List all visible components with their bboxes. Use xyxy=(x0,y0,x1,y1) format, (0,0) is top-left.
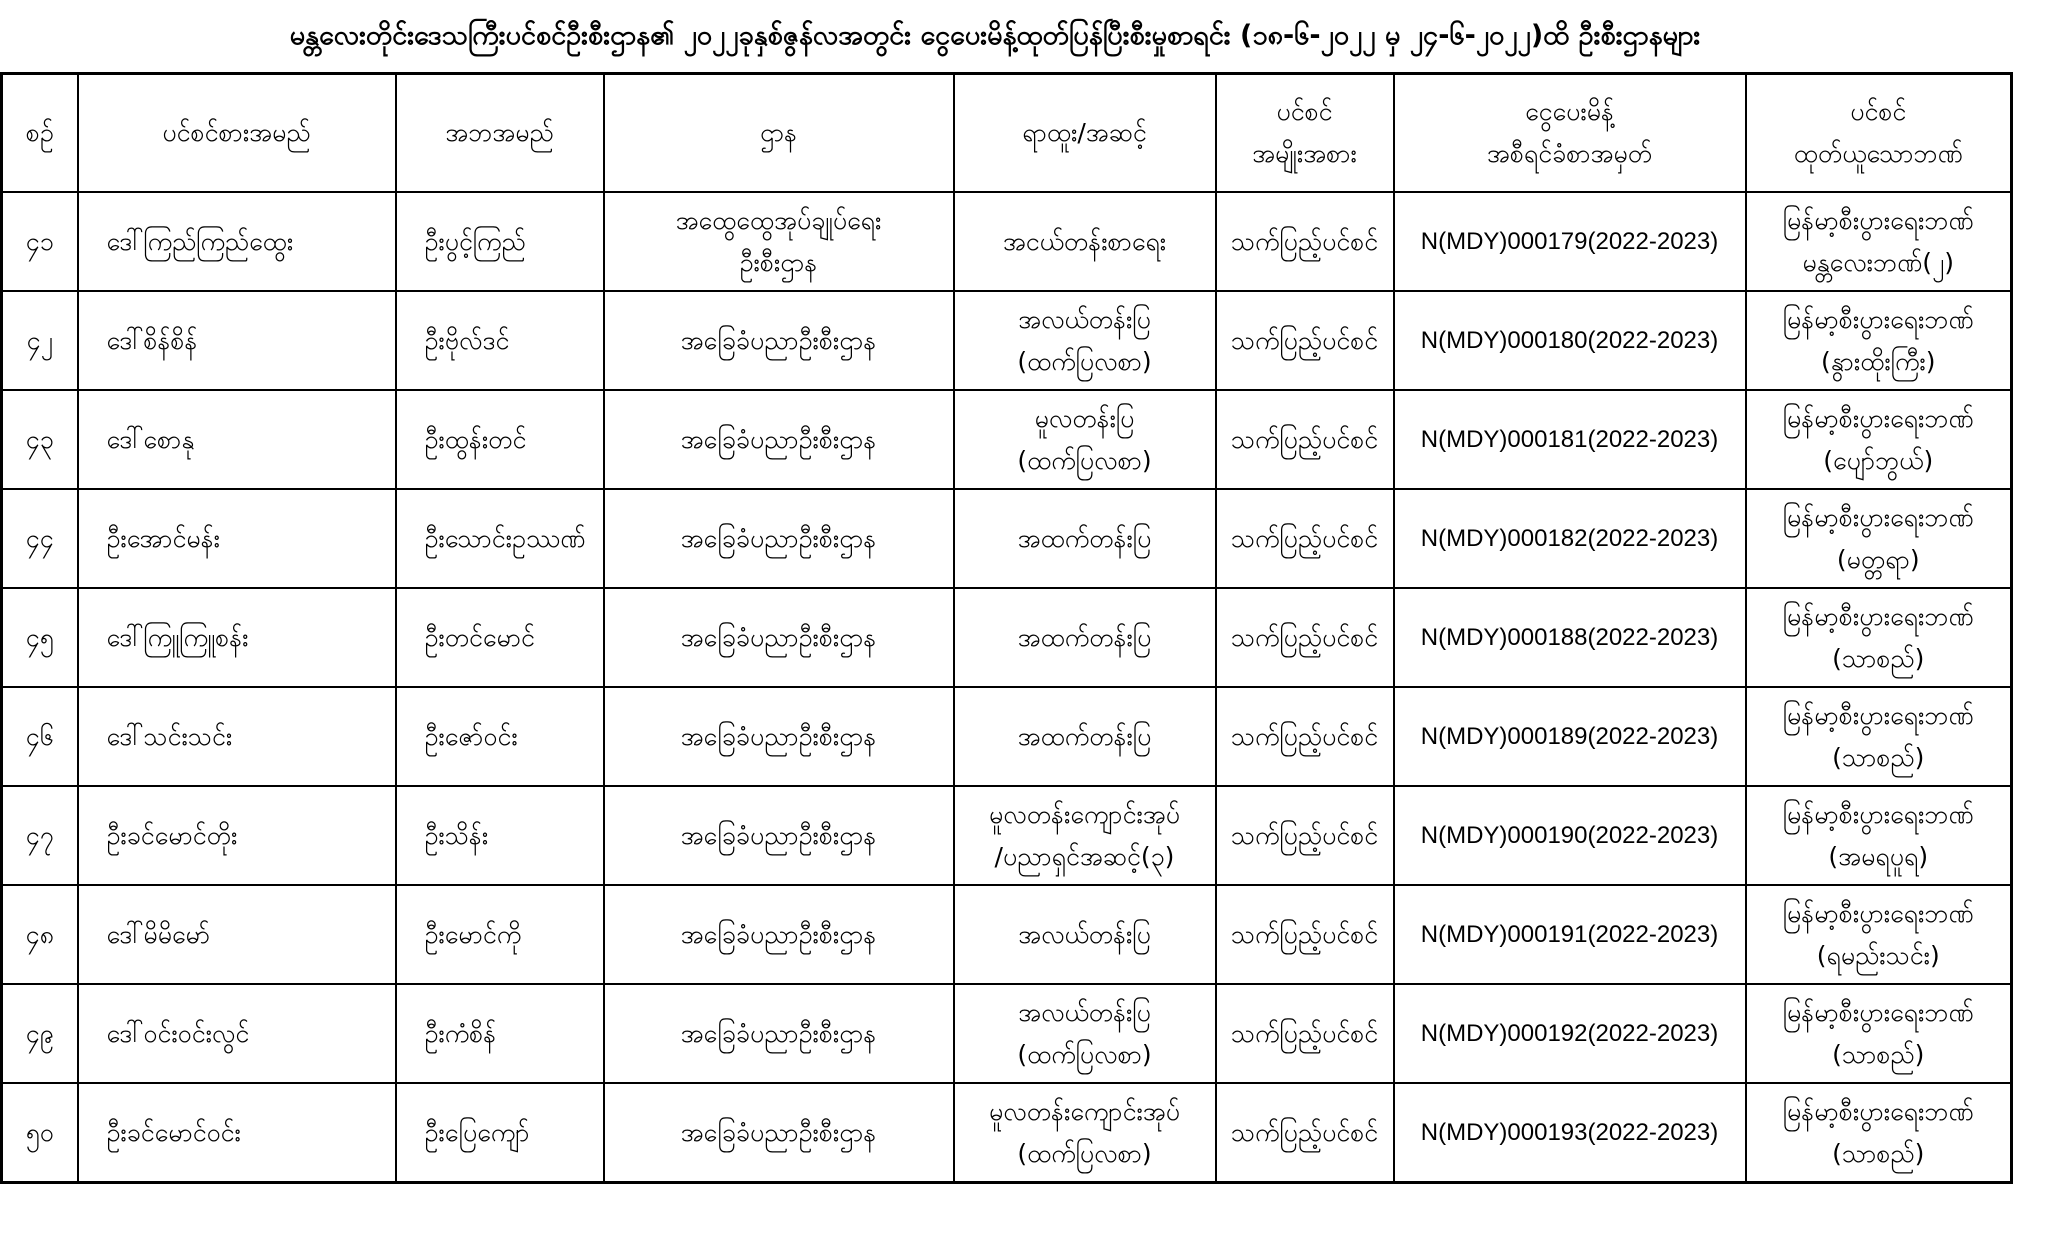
cell-serial: ၄၂ xyxy=(2,291,78,390)
cell-bank xyxy=(1746,588,2012,687)
table-row xyxy=(2,192,2012,291)
cell-rank-line: /ပညာရှင်အဆင့်(၃) xyxy=(994,841,1175,871)
cell-bank-line: မြန်မာ့စီးပွားရေးဘဏ် xyxy=(1782,304,1974,334)
cell-serial: ၄၄ xyxy=(2,489,78,588)
cell-payment-order-no: N(MDY)000180(2022-2023) xyxy=(1394,291,1746,390)
header-father-name xyxy=(396,74,604,193)
cell-pension-type: သက်ပြည့်ပင်စင် xyxy=(1216,786,1394,885)
cell-bank-line: (သာစည်) xyxy=(1832,643,1925,673)
header-text: အမျိုးအစား xyxy=(1252,139,1357,168)
cell-pension-type: သက်ပြည့်ပင်စင် xyxy=(1216,1083,1394,1183)
cell-father-name: ဦးပွင့်ကြည် xyxy=(396,192,604,291)
cell-rank xyxy=(954,588,1216,687)
header-text: ပင်စင် xyxy=(1276,97,1333,126)
table-row xyxy=(2,1083,2012,1183)
cell-serial: ၄၉ xyxy=(2,984,78,1083)
cell-bank xyxy=(1746,885,2012,984)
cell-department-line: အခြေခံပညာဦးစီးဌာန xyxy=(680,523,877,553)
cell-pensioner-name: ဒေါ်မိမိမော် xyxy=(78,885,396,984)
header-pensioner-name xyxy=(78,74,396,193)
cell-department-line: အခြေခံပညာဦးစီးဌာန xyxy=(680,820,877,850)
header-bank xyxy=(1746,74,2012,193)
cell-bank-line: (သာစည်) xyxy=(1832,1138,1925,1168)
cell-rank-line: (ထက်ပြလစာ) xyxy=(1017,346,1152,376)
header-department xyxy=(604,74,954,193)
header-text: ပင်စင် xyxy=(1850,97,1907,126)
cell-father-name: ဦးတင်မောင် xyxy=(396,588,604,687)
header-rank xyxy=(954,74,1216,193)
cell-father-name: ဦးဇော်ဝင်း xyxy=(396,687,604,786)
cell-bank-line: မြန်မာ့စီးပွားရေးဘဏ် xyxy=(1782,403,1974,433)
cell-bank-line: မန္တလေးဘဏ်(၂) xyxy=(1802,247,1955,277)
cell-bank-line: (သာစည်) xyxy=(1832,1039,1925,1069)
cell-bank xyxy=(1746,687,2012,786)
cell-pensioner-name: ဒေါ်သင်းသင်း xyxy=(78,687,396,786)
cell-serial: ၄၅ xyxy=(2,588,78,687)
cell-rank-line: (ထက်ပြလစာ) xyxy=(1017,1039,1152,1069)
header-text: ရာထူး/အဆင့် xyxy=(1022,118,1147,147)
cell-rank xyxy=(954,687,1216,786)
cell-father-name: ဦးပြေကျော် xyxy=(396,1083,604,1183)
cell-department xyxy=(604,390,954,489)
cell-department xyxy=(604,984,954,1083)
cell-pensioner-name: ဒေါ်ဝင်းဝင်းလွင် xyxy=(78,984,396,1083)
cell-rank-line: အလယ်တန်းပြ xyxy=(1018,919,1151,949)
cell-rank-line: မူလတန်းပြ xyxy=(1034,403,1135,433)
cell-bank-line: (ပျော်ဘွယ်) xyxy=(1823,445,1934,475)
cell-serial: ၄၈ xyxy=(2,885,78,984)
table-header xyxy=(2,74,2012,193)
cell-rank-line: အလယ်တန်းပြ xyxy=(1018,304,1151,334)
cell-payment-order-no: N(MDY)000189(2022-2023) xyxy=(1394,687,1746,786)
cell-rank-line: အထက်တန်းပြ xyxy=(1017,622,1152,652)
document-title: မန္တလေးတိုင်းဒေသကြီးပင်စင်ဦးစီးဌာန၏ ၂၀၂၂ခုနှစ်ဇွန်လအတွင်း ငွေပေးမိန့်ထုတ်ပြန်ပြီးစီးမှုစာရင်း (၁၈-၆-၂၀၂၂ မှ ၂၄-၆-၂၀၂၂)ထိ ဦးစီးဌာနများ xyxy=(289,20,1701,51)
cell-payment-order-no: N(MDY)000188(2022-2023) xyxy=(1394,588,1746,687)
cell-rank xyxy=(954,489,1216,588)
cell-bank xyxy=(1746,1083,2012,1183)
cell-pensioner-name: ဒေါ်စောနု xyxy=(78,390,396,489)
cell-bank-line: မြန်မာ့စီးပွားရေးဘဏ် xyxy=(1782,700,1974,730)
cell-pension-type: သက်ပြည့်ပင်စင် xyxy=(1216,885,1394,984)
table-row xyxy=(2,786,2012,885)
cell-rank xyxy=(954,192,1216,291)
cell-bank-line: (အမရပူရ) xyxy=(1828,841,1929,871)
cell-bank-line: မြန်မာ့စီးပွားရေးဘဏ် xyxy=(1782,997,1974,1027)
cell-rank-line: အထက်တန်းပြ xyxy=(1017,523,1152,553)
header-text: စဉ် xyxy=(25,118,54,147)
header-row xyxy=(2,74,2012,193)
cell-pensioner-name: ဒေါ်ကြည်ကြည်ထွေး xyxy=(78,192,396,291)
table-row xyxy=(2,390,2012,489)
cell-rank xyxy=(954,885,1216,984)
cell-bank-line: မြန်မာ့စီးပွားရေးဘဏ် xyxy=(1782,898,1974,928)
cell-rank xyxy=(954,984,1216,1083)
cell-department xyxy=(604,489,954,588)
cell-father-name: ဦးမောင်ကို xyxy=(396,885,604,984)
cell-pensioner-name: ဒေါ်ကြူကြူစန်း xyxy=(78,588,396,687)
table-row xyxy=(2,687,2012,786)
cell-rank-line: မူလတန်းကျောင်းအုပ် xyxy=(988,799,1181,829)
cell-serial: ၄၆ xyxy=(2,687,78,786)
cell-bank-line: (သာစည်) xyxy=(1832,742,1925,772)
cell-department xyxy=(604,687,954,786)
cell-department-line: အခြေခံပညာဦးစီးဌာန xyxy=(680,721,877,751)
cell-rank-line: အထက်တန်းပြ xyxy=(1017,721,1152,751)
header-text: အစီရင်ခံစာအမှတ် xyxy=(1486,139,1653,168)
cell-pension-type: သက်ပြည့်ပင်စင် xyxy=(1216,291,1394,390)
cell-payment-order-no: N(MDY)000179(2022-2023) xyxy=(1394,192,1746,291)
cell-bank xyxy=(1746,984,2012,1083)
cell-father-name: ဦးဗိုလ်ဒင် xyxy=(396,291,604,390)
cell-bank xyxy=(1746,291,2012,390)
cell-department xyxy=(604,786,954,885)
cell-rank-line: (ထက်ပြလစာ) xyxy=(1017,1138,1152,1168)
header-text: အဘအမည် xyxy=(445,118,554,147)
pension-table xyxy=(0,72,2013,1184)
header-text: ငွေပေးမိန့် xyxy=(1525,97,1614,126)
cell-bank xyxy=(1746,390,2012,489)
cell-payment-order-no: N(MDY)000191(2022-2023) xyxy=(1394,885,1746,984)
cell-department-line: အခြေခံပညာဦးစီးဌာန xyxy=(680,1018,877,1048)
cell-department-line: အထွေထွေအုပ်ချုပ်ရေး xyxy=(675,205,882,235)
header-text: ပင်စင်စားအမည် xyxy=(162,118,311,147)
cell-department-line: အခြေခံပညာဦးစီးဌာန xyxy=(680,919,877,949)
cell-serial: ၄၇ xyxy=(2,786,78,885)
cell-father-name: ဦးသိန်း xyxy=(396,786,604,885)
cell-rank-line: (ထက်ပြလစာ) xyxy=(1017,445,1152,475)
header-text: ထုတ်ယူသောဘဏ် xyxy=(1793,139,1963,168)
cell-pension-type: သက်ပြည့်ပင်စင် xyxy=(1216,984,1394,1083)
cell-rank-line: အလယ်တန်းပြ xyxy=(1018,997,1151,1027)
table-row xyxy=(2,489,2012,588)
cell-pension-type: သက်ပြည့်ပင်စင် xyxy=(1216,588,1394,687)
cell-bank-line: (ရမည်းသင်း) xyxy=(1816,940,1940,970)
cell-department-line: ဦးစီးဌာန xyxy=(739,247,818,277)
table-row xyxy=(2,885,2012,984)
table-body xyxy=(2,192,2012,1183)
cell-pension-type: သက်ပြည့်ပင်စင် xyxy=(1216,687,1394,786)
cell-bank xyxy=(1746,786,2012,885)
cell-payment-order-no: N(MDY)000193(2022-2023) xyxy=(1394,1083,1746,1183)
header-payment-order-no xyxy=(1394,74,1746,193)
cell-rank xyxy=(954,390,1216,489)
cell-rank xyxy=(954,1083,1216,1183)
cell-bank-line: မြန်မာ့စီးပွားရေးဘဏ် xyxy=(1782,205,1974,235)
cell-department xyxy=(604,192,954,291)
cell-department xyxy=(604,588,954,687)
table-row xyxy=(2,588,2012,687)
header-serial xyxy=(2,74,78,193)
cell-payment-order-no: N(MDY)000181(2022-2023) xyxy=(1394,390,1746,489)
cell-bank-line: (မတ္တရာ) xyxy=(1836,544,1920,574)
cell-serial: ၄၁ xyxy=(2,192,78,291)
cell-pension-type: သက်ပြည့်ပင်စင် xyxy=(1216,489,1394,588)
cell-pensioner-name: ဦးခင်မောင်တိုး xyxy=(78,786,396,885)
cell-bank-line: မြန်မာ့စီးပွားရေးဘဏ် xyxy=(1782,799,1974,829)
cell-pension-type: သက်ပြည့်ပင်စင် xyxy=(1216,390,1394,489)
cell-pension-type: သက်ပြည့်ပင်စင် xyxy=(1216,192,1394,291)
cell-rank xyxy=(954,786,1216,885)
cell-father-name: ဦးထွန်းတင် xyxy=(396,390,604,489)
cell-serial: ၄၃ xyxy=(2,390,78,489)
cell-bank xyxy=(1746,192,2012,291)
cell-department-line: အခြေခံပညာဦးစီးဌာန xyxy=(680,325,877,355)
cell-payment-order-no: N(MDY)000182(2022-2023) xyxy=(1394,489,1746,588)
cell-serial: ၅၀ xyxy=(2,1083,78,1183)
cell-bank-line: မြန်မာ့စီးပွားရေးဘဏ် xyxy=(1782,1096,1974,1126)
cell-payment-order-no: N(MDY)000190(2022-2023) xyxy=(1394,786,1746,885)
cell-father-name: ဦးသောင်းဥဿဏ် xyxy=(396,489,604,588)
cell-department-line: အခြေခံပညာဦးစီးဌာန xyxy=(680,1117,877,1147)
header-text: ဌာန xyxy=(759,118,798,147)
cell-department xyxy=(604,1083,954,1183)
cell-department-line: အခြေခံပညာဦးစီးဌာန xyxy=(680,424,877,454)
cell-father-name: ဦးကံစိန် xyxy=(396,984,604,1083)
cell-payment-order-no: N(MDY)000192(2022-2023) xyxy=(1394,984,1746,1083)
cell-department-line: အခြေခံပညာဦးစီးဌာန xyxy=(680,622,877,652)
cell-department xyxy=(604,885,954,984)
cell-rank-line: မူလတန်းကျောင်းအုပ် xyxy=(988,1096,1181,1126)
cell-pensioner-name: ဒေါ်စိန်စိန် xyxy=(78,291,396,390)
cell-pensioner-name: ဦးခင်မောင်ဝင်း xyxy=(78,1083,396,1183)
cell-bank-line: မြန်မာ့စီးပွားရေးဘဏ် xyxy=(1782,601,1974,631)
cell-bank-line: (နွားထိုးကြီး) xyxy=(1820,346,1936,376)
cell-rank xyxy=(954,291,1216,390)
header-pension-type xyxy=(1216,74,1394,193)
cell-bank xyxy=(1746,489,2012,588)
cell-bank-line: မြန်မာ့စီးပွားရေးဘဏ် xyxy=(1782,502,1974,532)
table-row xyxy=(2,984,2012,1083)
cell-pensioner-name: ဦးအောင်မန်း xyxy=(78,489,396,588)
cell-rank-line: အငယ်တန်းစာရေး xyxy=(1002,226,1167,256)
table-row xyxy=(2,291,2012,390)
cell-department xyxy=(604,291,954,390)
